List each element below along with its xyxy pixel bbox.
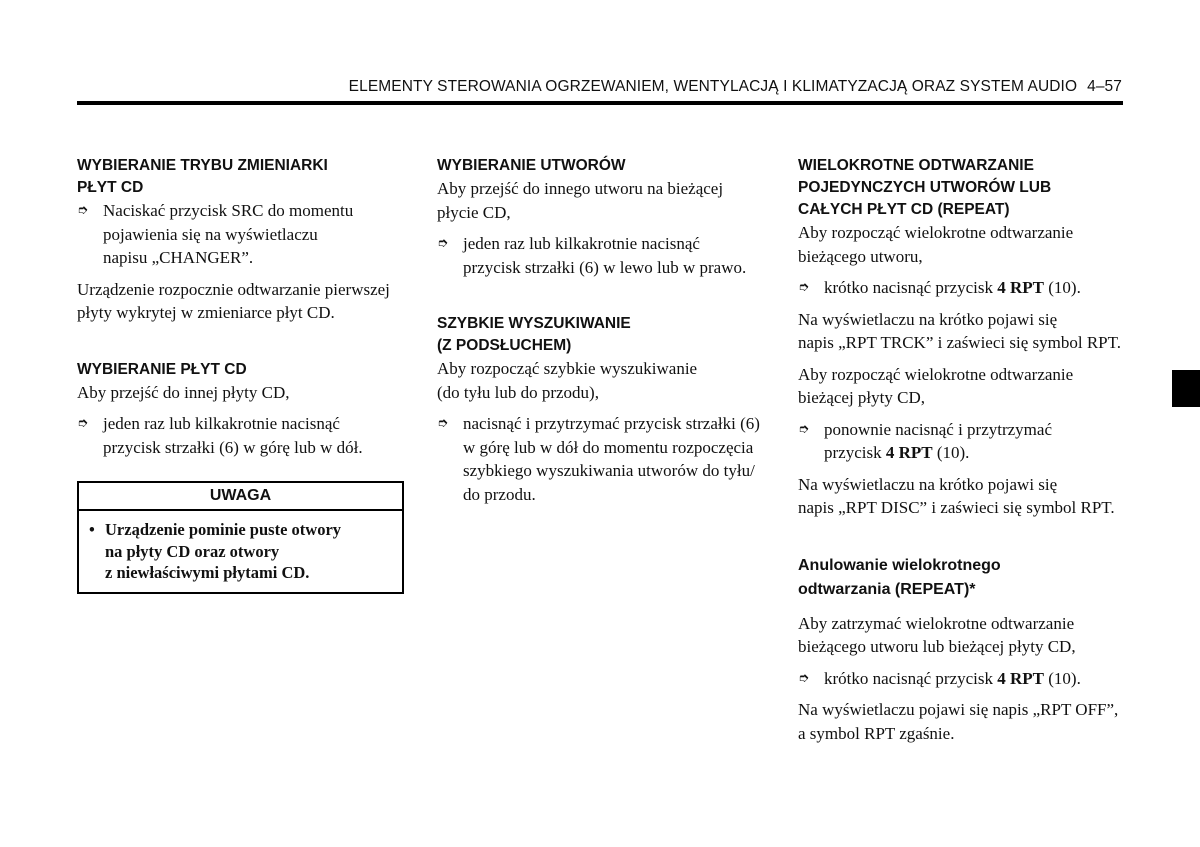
section-heading: SZYBKIE WYSZUKIWANIE (Z PODSŁUCHEM) <box>437 315 631 354</box>
paragraph: Aby rozpocząć wielokrotne odtwarzanie bieżącego utworu, <box>798 223 1074 266</box>
arrow-right-icon: ➮ <box>437 236 448 251</box>
header-rule <box>77 101 1123 105</box>
header-title: ELEMENTY STEROWANIA OGRZEWANIEM, WENTYLACJĄ I KLIMATYZACJĄ ORAZ SYSTEM AUDIO <box>348 78 1078 95</box>
paragraph: Na wyświetlaczu pojawi się napis „RPT OFF”, a symbol RPT zgaśnie. <box>798 700 1119 743</box>
column-3 <box>798 155 1128 745</box>
section-heading: WYBIERANIE PŁYT CD <box>77 360 247 378</box>
arrow-right-icon: ➮ <box>798 280 809 295</box>
page-header <box>0 78 1122 96</box>
bullet-item: ➮ jeden raz lub kilkakrotnie nacisnąć przycisk strzałki (6) w górę lub w dół. <box>77 414 363 457</box>
paragraph: Urządzenie rozpocznie odtwarzanie pierwszej płyty wykrytej w zmieniarce płyt CD. <box>77 279 390 322</box>
bullet-item: ➮ krótko nacisnąć przycisk 4 RPT (10). <box>798 276 1128 300</box>
bullet-dot-icon: • <box>89 520 95 539</box>
paragraph: Na wyświetlaczu na krótko pojawi się napis „RPT TRCK” i zaświeci się symbol RPT. <box>798 309 1121 352</box>
bullet-item: ➮ krótko nacisnąć przycisk 4 RPT (10). <box>798 667 1128 691</box>
arrow-right-icon: ➮ <box>77 203 88 218</box>
bullet-item: ➮ jeden raz lub kilkakrotnie nacisnąć przycisk strzałki (6) w lewo lub w prawo. <box>437 234 747 277</box>
note-body: • Urządzenie pominie puste otwory na płyty CD oraz otwory z niewłaściwymi płytami CD. <box>89 520 342 582</box>
bullet-item: ➮ ponownie nacisnąć i przytrzymać przycisk 4 RPT (10). <box>798 419 1052 462</box>
section-heading: WYBIERANIE UTWORÓW <box>437 157 626 174</box>
chapter-tab-marker <box>1172 370 1200 407</box>
paragraph: Na wyświetlaczu na krótko pojawi się napis „RPT DISC” i zaświeci się symbol RPT. <box>798 474 1115 517</box>
arrow-right-icon: ➮ <box>77 416 88 431</box>
note-box <box>77 481 404 594</box>
paragraph: Aby przejść do innej płyty CD, <box>77 382 290 402</box>
bullet-item: ➮ Naciskać przycisk SRC do momentu pojawienia się na wyświetlaczu napisu „CHANGER”. <box>77 201 354 267</box>
column-1 <box>77 155 407 594</box>
section-heading: WIELOKROTNE ODTWARZANIE POJEDYNCZYCH UTWORÓW LUB CAŁYCH PŁYT CD (REPEAT) <box>798 157 1052 218</box>
page-number: 4–57 <box>1087 78 1122 95</box>
section-heading: WYBIERANIE TRYBU ZMIENIARKI PŁYT CD <box>77 157 328 196</box>
paragraph: Aby przejść do innego utworu na bieżącej płycie CD, <box>437 179 724 222</box>
note-title: UWAGA <box>79 483 402 511</box>
section-heading: Anulowanie wielokrotnego odtwarzania (REPEAT)* <box>798 556 1001 598</box>
arrow-right-icon: ➮ <box>437 416 448 431</box>
paragraph: Aby rozpocząć szybkie wyszukiwanie (do tyłu lub do przodu), <box>437 359 698 402</box>
arrow-right-icon: ➮ <box>798 670 809 686</box>
bullet-item: ➮ nacisnąć i przytrzymać przycisk strzałki (6) w górę lub w dół do momentu rozpoczęcia szybkiego wyszukiwania utworów do tyłu/ do przodu. <box>437 414 760 504</box>
paragraph: Aby rozpocząć wielokrotne odtwarzanie bieżącej płyty CD, <box>798 364 1074 407</box>
paragraph: Aby zatrzymać wielokrotne odtwarzanie bieżącego utworu lub bieżącej płyty CD, <box>798 613 1076 656</box>
arrow-right-icon: ➮ <box>798 421 809 437</box>
column-2 <box>437 155 767 506</box>
